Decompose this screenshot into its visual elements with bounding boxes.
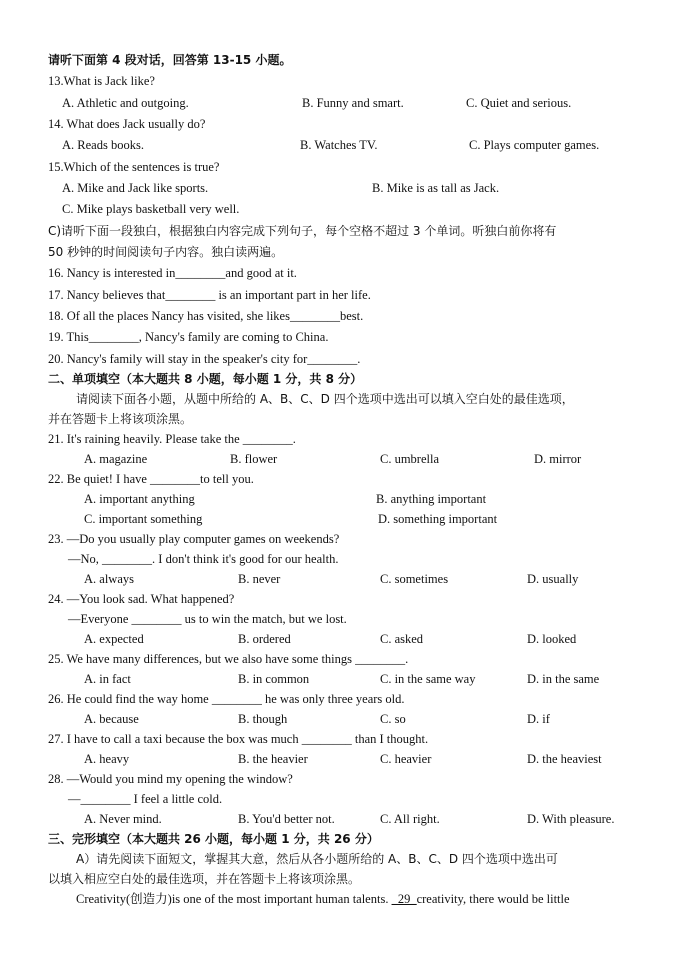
q19: 19. This________, Nancy's family are coming to China. (48, 330, 329, 344)
q28-option-b: B. You'd better not. (238, 812, 335, 826)
q23-option-a: A. always (84, 572, 134, 586)
q23-option-b: B. never (238, 572, 281, 586)
q21-option-c: C. umbrella (380, 452, 440, 466)
q26-option-d: D. if (527, 712, 550, 726)
q25-stem: 25. We have many differences, but we also have some things ________. (48, 652, 409, 666)
q15-stem: 15.Which of the sentences is true? (48, 160, 220, 174)
q13-option-a: A. Athletic and outgoing. (62, 96, 189, 110)
q27-option-d: D. the heaviest (527, 752, 602, 766)
section3-heading: 三、完形填空（本大题共 26 小题，每小题 1 分，共 26 分） (48, 832, 379, 846)
q21-option-d: D. mirror (534, 452, 582, 466)
q23-stem-reply: —No, ________. I don't think it's good for our health. (68, 552, 339, 566)
q21-option-b: B. flower (230, 452, 278, 466)
q28-stem: 28. —Would you mind my opening the window? (48, 772, 293, 786)
q27-option-b: B. the heavier (238, 752, 308, 766)
q25-option-d: D. in the same (527, 672, 600, 686)
q21-stem: 21. It's raining heavily. Please take the ________. (48, 432, 296, 446)
q26-stem: 26. He could find the way home ________ he was only three years old. (48, 692, 405, 706)
q22-stem: 22. Be quiet! I have ________to tell you. (48, 472, 254, 486)
q26-option-c: C. so (380, 712, 406, 726)
q25-option-a: A. in fact (84, 672, 131, 686)
section2-heading: 二、单项填空（本大题共 8 小题，每小题 1 分，共 8 分） (48, 372, 363, 386)
passage-line1 (76, 891, 570, 907)
partc-instructions-line2: 50 秒钟的时间阅读句子内容。独白读两遍。 (48, 245, 284, 259)
q15-option-a: A. Mike and Jack like sports. (62, 181, 209, 195)
q13-stem: 13.What is Jack like? (48, 74, 155, 88)
q22-option-d: D. something important (378, 512, 498, 526)
q24-stem-reply: —Everyone ________ us to win the match, but we lost. (68, 612, 347, 626)
q15-option-b: B. Mike is as tall as Jack. (372, 181, 500, 195)
q14-stem: 14. What does Jack usually do? (48, 117, 206, 131)
part4-heading: 请听下面第 4 段对话，回答第 13-15 小题。 (48, 53, 292, 67)
q24-stem: 24. —You look sad. What happened? (48, 592, 235, 606)
q26-option-a: A. because (84, 712, 139, 726)
q22-option-c: C. important something (84, 512, 203, 526)
q23-stem: 23. —Do you usually play computer games on weekends? (48, 532, 340, 546)
q26-option-b: B. though (238, 712, 288, 726)
q23-option-c: C. sometimes (380, 572, 449, 586)
q25-option-b: B. in common (238, 672, 310, 686)
q27-option-c: C. heavier (380, 752, 432, 766)
passage-text-end: creativity, there would be little (416, 892, 570, 906)
q28-option-d: D. With pleasure. (527, 812, 615, 826)
q14-option-b: B. Watches TV. (300, 138, 378, 152)
q22-option-b: B. anything important (376, 492, 487, 506)
passage-text-start: Creativity(创造力)is one of the most important human talents. (76, 892, 392, 906)
partc-instructions-line1: C)请听下面一段独白，根据独白内容完成下列句子，每个空格不超过 3 个单词。听独白前你将有 (48, 224, 557, 238)
q24-option-a: A. expected (84, 632, 144, 646)
q14-option-c: C. Plays computer games. (469, 138, 600, 152)
section3-instructions-line1: A）请先阅读下面短文，掌握其大意，然后从各小题所给的 A、B、C、D 四个选项中选出可 (76, 852, 558, 866)
section3-instructions-line2: 以填入相应空白处的最佳选项，并在答题卡上将该项涂黑。 (48, 872, 361, 886)
q23-option-d: D. usually (527, 572, 579, 586)
q24-option-d: D. looked (527, 632, 577, 646)
q25-option-c: C. in the same way (380, 672, 476, 686)
q24-option-c: C. asked (380, 632, 424, 646)
q28-stem-reply: —________ I feel a little cold. (68, 792, 223, 806)
q17: 17. Nancy believes that________ is an important part in her life. (48, 288, 371, 302)
q20: 20. Nancy's family will stay in the speaker's city for________. (48, 352, 361, 366)
q13-option-c: C. Quiet and serious. (466, 96, 572, 110)
q22-option-a: A. important anything (84, 492, 195, 506)
section2-instructions-line1: 请阅读下面各小题，从题中所给的 A、B、C、D 四个选项中选出可以填入空白处的最佳选项， (76, 392, 574, 406)
q18: 18. Of all the places Nancy has visited, she likes________best. (48, 309, 364, 323)
q21-option-a: A. magazine (84, 452, 148, 466)
q16: 16. Nancy is interested in________and good at it. (48, 266, 297, 280)
q15-option-c: C. Mike plays basketball very well. (62, 202, 240, 216)
q14-option-a: A. Reads books. (62, 138, 144, 152)
q27-option-a: A. heavy (84, 752, 130, 766)
q27-stem: 27. I have to call a taxi because the box was much ________ than I thought. (48, 732, 429, 746)
q24-option-b: B. ordered (238, 632, 291, 646)
section2-instructions-line2: 并在答题卡上将该项涂黑。 (48, 412, 193, 426)
q28-option-a: A. Never mind. (84, 812, 162, 826)
q28-option-c: C. All right. (380, 812, 440, 826)
q13-option-b: B. Funny and smart. (302, 96, 404, 110)
blank-29: _29_ (391, 892, 417, 906)
